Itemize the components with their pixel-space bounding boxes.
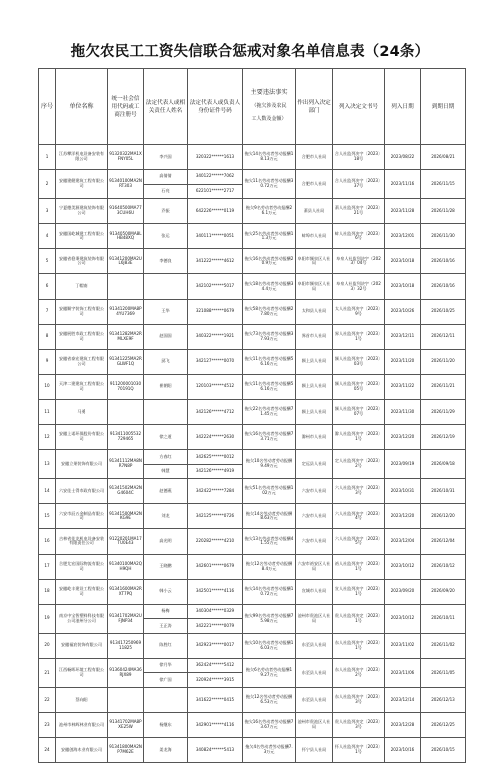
cell-list-date: 2023/09/19 (385, 450, 421, 479)
cell-authority: 东至县人社局 (296, 633, 333, 658)
cell-expire-date: 2026/11/05 (421, 658, 466, 687)
cell-legal-rep: 崔朝阳 (144, 374, 188, 399)
cell-expire-date: 2026/12/19 (421, 425, 466, 450)
cell-legal-rep (144, 274, 188, 299)
cell-doc-no: 滁人社监列决字〔2023〕1号 (333, 425, 385, 450)
cell-legal-rep: 韩慧 (144, 464, 188, 479)
cell-authority: 界首市人社局 (296, 324, 333, 349)
cell-id-no: 342102******5017 (188, 274, 243, 299)
cell-violation: 拖欠16名劳动者劳动报酬73.67万元 (243, 713, 296, 738)
cell-doc-no: 合人社监列决字〔2023〕18号 (333, 145, 385, 170)
cell-seq: 18 (39, 579, 56, 604)
cell-violation: 拖欠11名劳动者劳动报酬56.16万元 (243, 374, 296, 399)
cell-expire-date: 2026/10/15 (421, 738, 466, 763)
cell-legal-rep: 陈胜红 (144, 633, 188, 658)
cell-id-no: 340824******5413 (188, 738, 243, 763)
cell-doc-no: 太人社监列决字〔2023〕9号 (333, 299, 385, 324)
cell-list-date: 2023/10/18 (385, 274, 421, 299)
cell-unit: 安徽顺宇装饰工程有限公司 (56, 299, 108, 324)
cell-list-date: 2023/12/04 (385, 529, 421, 554)
cell-violation: 拖欠99名劳动者劳动报酬75.98万元 (243, 604, 296, 633)
cell-unit: 马勇 (56, 399, 108, 424)
table-body (39, 145, 466, 763)
blacklist-table (38, 68, 466, 763)
cell-legal-rep: 徐广国 (144, 673, 188, 688)
cell-unit: 江西畅晖环境工程有限公司 (56, 658, 108, 687)
cell-list-date: 2023/11/20 (385, 349, 421, 374)
cell-legal-rep: 杨梅 (144, 604, 188, 619)
table-row (39, 554, 466, 579)
cell-expire-date: 2026/11/20 (421, 349, 466, 374)
cell-unit: 安徽福宸装饰有限公司 (56, 633, 108, 658)
cell-list-date: 2023/11/06 (385, 658, 421, 687)
header-id-no: 法定代表人或负责人身份证件号码 (188, 69, 243, 145)
table-row (39, 170, 466, 185)
table-row (39, 687, 466, 712)
cell-legal-rep: 王晓鹏 (144, 554, 188, 579)
cell-credit: 91341282MA2RMLXE9F (108, 324, 144, 349)
cell-unit: 安徽展胜市政工程有限公司 (56, 324, 108, 349)
cell-seq: 5 (39, 249, 56, 274)
cell-list-date: 2023/11/16 (385, 170, 421, 199)
header-unit: 单位名称 (56, 69, 108, 145)
cell-authority: 宣城市人社局 (296, 579, 333, 604)
cell-list-date: 2023/10/31 (385, 479, 421, 504)
cell-id-no: 340322******1921 (188, 324, 243, 349)
cell-id-no: 342422******7284 (188, 479, 243, 504)
cell-expire-date: 2026/11/29 (421, 399, 466, 424)
cell-unit: 六安佳士得市政有限公司 (56, 479, 108, 504)
cell-credit (108, 399, 144, 424)
cell-unit: 安徽创海木业有限公司 (56, 738, 108, 763)
cell-seq: 13 (39, 450, 56, 479)
cell-unit: 丁帽南 (56, 274, 108, 299)
table-row (39, 324, 466, 349)
cell-doc-no: 颍人社监列决字〔2023〕05号 (333, 374, 385, 399)
table-row (39, 579, 466, 604)
cell-expire-date: 2026/08/21 (421, 145, 466, 170)
cell-expire-date: 2026/10/31 (421, 479, 466, 504)
cell-credit: 91320322MA1XFNY05L (108, 145, 144, 170)
cell-violation: 拖欠51名劳动者劳动报酬102万元 (243, 479, 296, 504)
cell-legal-rep: 张运 (144, 224, 188, 249)
cell-seq: 3 (39, 199, 56, 224)
cell-id-no: 342125******0726 (188, 504, 243, 529)
table-row (39, 425, 466, 450)
cell-legal-rep: 徐之道 (144, 425, 188, 450)
table-row (39, 299, 466, 324)
cell-doc-no: 定人社监列决字〔2023〕2号 (333, 450, 385, 479)
cell-legal-rep: 方春红 (144, 450, 188, 465)
cell-violation: 拖欠14名劳动者劳动报酬8.63万元 (243, 504, 296, 529)
cell-authority: 阜阳市颍泉区人社局 (296, 274, 333, 299)
cell-legal-rep: 李德良 (144, 249, 188, 274)
cell-unit: 宁夏德美源建筑装饰有限公司 (56, 199, 108, 224)
cell-list-date: 2023/11/02 (385, 633, 421, 658)
header-violation-sub1: （拖欠涉及农民 (251, 102, 287, 109)
cell-unit: 安徽上诺环保股份有限公司 (56, 425, 108, 450)
cell-doc-no: 阜泉人社监列决字（2023）32号 (333, 274, 385, 299)
cell-credit: 91360424MA36RJX89 (108, 658, 144, 687)
cell-list-date: 2023/12/11 (385, 324, 421, 349)
cell-doc-no: 东人社监列决字〔2023〕1号 (333, 633, 385, 658)
cell-violation: 拖欠25名劳动者劳动报酬11.3万元 (243, 224, 296, 249)
cell-id-no: 340304******0329 (188, 604, 243, 619)
cell-violation: 拖欠11名劳动者劳动报酬30.72万元 (243, 170, 296, 199)
cell-violation: 拖欠13名劳动者劳动报酬41.55万元 (243, 529, 296, 554)
cell-legal-rep: 刘龙 (144, 504, 188, 529)
cell-id-no: 342501******4116 (188, 579, 243, 604)
cell-credit: 91341800MA2NP7M62E (108, 738, 144, 763)
cell-seq: 2 (39, 170, 56, 199)
header-authority: 作出列入决定部门 (296, 69, 333, 145)
cell-doc-no: 颍人社监列决字〔2023〕03号 (333, 349, 385, 374)
cell-id-no: 120103******4512 (188, 374, 243, 399)
cell-id-no: 342221******0079 (188, 619, 243, 634)
cell-expire-date: 2026/09/18 (421, 450, 466, 479)
cell-legal-rep: 赵国国 (144, 324, 188, 349)
cell-legal-rep: 石亮 (144, 184, 188, 199)
table-row (39, 529, 466, 554)
cell-credit: 913411005532729465 (108, 425, 144, 450)
cell-seq: 6 (39, 274, 56, 299)
cell-authority: 太和县人社局 (296, 299, 333, 324)
table-row (39, 479, 466, 504)
cell-violation: 拖欠12名劳动者劳动报酬6.53万元 (243, 687, 296, 712)
cell-unit: 池州市林辉林业有限公司 (56, 713, 108, 738)
cell-id-no: 320924******3915 (188, 673, 243, 688)
cell-seq: 17 (39, 554, 56, 579)
cell-expire-date: 2026/10/16 (421, 274, 466, 299)
cell-credit: 91341225MA2RGLWF1Q (108, 349, 144, 374)
cell-expire-date: 2026/11/28 (421, 199, 466, 224)
cell-credit: 91340100MA2QH9QH (108, 554, 144, 579)
cell-unit: 安徽立果装饰有限公司 (56, 450, 108, 479)
cell-authority: 定远县人社局 (296, 450, 333, 479)
header-expire-date: 到期日期 (421, 69, 466, 145)
cell-credit: 91341725096911825 (108, 633, 144, 658)
cell-expire-date: 2026/12/25 (421, 713, 466, 738)
cell-seq: 20 (39, 633, 56, 658)
cell-doc-no: 阜泉人社监列决字（2023）04号 (333, 249, 385, 274)
cell-legal-rep: 李兴国 (144, 145, 188, 170)
cell-legal-rep: 徐月华 (144, 658, 188, 673)
cell-seq: 21 (39, 658, 56, 687)
cell-expire-date: 2026/12/20 (421, 504, 466, 529)
cell-unit: 六安市辰五金制品有限公司 (56, 504, 108, 529)
cell-violation: 拖欠18名劳动者劳动报酬34.4万元 (243, 274, 296, 299)
cell-list-date: 2023/12/20 (385, 504, 421, 529)
cell-id-no: 342224******2630 (188, 425, 243, 450)
cell-seq: 11 (39, 399, 56, 424)
cell-id-no: 220282******4210 (188, 529, 243, 554)
cell-credit: 91341112MA8NR7N8P (108, 450, 144, 479)
cell-unit: 蔡向阳 (56, 687, 108, 712)
cell-unit: 合肥尤宏国际物流有限公司 (56, 554, 108, 579)
table-row (39, 504, 466, 529)
cell-authority: 六安市人社局 (296, 504, 333, 529)
cell-seq: 4 (39, 224, 56, 249)
cell-seq: 19 (39, 604, 56, 633)
table-row (39, 249, 466, 274)
cell-violation: 拖欠10名劳动者劳动报酬9.49万元 (243, 450, 296, 479)
cell-doc-no: 萧人社监列决字〔2023〕21号 (333, 199, 385, 224)
table-row (39, 199, 466, 224)
cell-expire-date: 2026/10/11 (421, 604, 466, 633)
cell-doc-no: 怀人社监列决字〔2023〕1号 (333, 738, 385, 763)
cell-legal-rep (144, 399, 188, 424)
cell-list-date: 2023/10/16 (385, 738, 421, 763)
cell-credit: 91341600MA2RXT7PQ (108, 579, 144, 604)
cell-id-no: 342901******4116 (188, 713, 243, 738)
cell-list-date: 2023/12/14 (385, 687, 421, 712)
cell-id-no: 362424******5412 (188, 658, 243, 673)
table-row (39, 349, 466, 374)
cell-doc-no: 东人社监列决字〔2023〕3号 (333, 687, 385, 712)
cell-unit: 吉林省佳龙机电设备安装有限责任公司 (56, 529, 108, 554)
cell-violation: 拖欠10名劳动者劳动报酬16.03万元 (243, 633, 296, 658)
cell-legal-rep: 韩小云 (144, 579, 188, 604)
cell-doc-no: 贵人社监列决定〔2023〕3号 (333, 713, 385, 738)
cell-legal-rep (144, 687, 188, 712)
cell-violation: 拖欠73名劳动者劳动报酬37.93万元 (243, 324, 296, 349)
cell-authority: 阜阳市颍泉区人社局 (296, 249, 333, 274)
cell-doc-no: 蚌人社监列决字〔2023〕6号 (333, 224, 385, 249)
cell-unit: 安徽屹丰建设工程有限公司 (56, 579, 108, 604)
cell-list-date: 2023/11/28 (385, 199, 421, 224)
cell-authority: 东至县人社局 (296, 687, 333, 712)
cell-expire-date: 2026/11/21 (421, 374, 466, 399)
cell-seq: 9 (39, 349, 56, 374)
cell-expire-date: 2026/12/04 (421, 529, 466, 554)
cell-legal-rep: 乔振 (144, 199, 188, 224)
cell-seq: 16 (39, 529, 56, 554)
cell-id-no: 320322******1613 (188, 145, 243, 170)
cell-id-no: 340122******7062 (188, 170, 243, 185)
cell-id-no: 321088******0679 (188, 299, 243, 324)
cell-seq: 7 (39, 299, 56, 324)
cell-credit: 91341200MA8P4YU7369 (108, 299, 144, 324)
cell-seq: 12 (39, 425, 56, 450)
cell-credit: 91220201MA17TU0E43 (108, 529, 144, 554)
table-row (39, 274, 466, 299)
cell-credit: 91120000103070191Q (108, 374, 144, 399)
cell-doc-no: 六人社监列决字〔2023〕3号 (333, 479, 385, 504)
cell-doc-no: 界人社监列决字〔2023〕1号 (333, 324, 385, 349)
cell-list-date: 2023/12/01 (385, 224, 421, 249)
cell-seq: 8 (39, 324, 56, 349)
cell-unit: 天津二建建筑工程有限公司 (56, 374, 108, 399)
cell-id-no: 642226******0119 (188, 199, 243, 224)
cell-doc-no: 六人社监列决字〔2023〕5号 (333, 529, 385, 554)
table-row (39, 374, 466, 399)
cell-authority: 合肥市人社局 (296, 170, 333, 199)
cell-credit: 91640500MA773CUH6U (108, 199, 144, 224)
header-list-date: 列入日期 (385, 69, 421, 145)
cell-seq: 22 (39, 687, 56, 712)
cell-violation: 拖欠22名劳动者劳动报酬71.45万元 (243, 399, 296, 424)
cell-doc-no: 宣人社监列决字〔2023〕1号 (333, 579, 385, 604)
table-row (39, 604, 466, 619)
cell-legal-rep: 邱飞 (144, 349, 188, 374)
cell-expire-date: 2026/10/25 (421, 299, 466, 324)
cell-authority: 六安市人社局 (296, 529, 333, 554)
table-row (39, 399, 466, 424)
cell-doc-no: 东人社监列决字〔2023〕2号 (333, 658, 385, 687)
cell-violation: 拖欠9名劳动者劳动报酬26.1万元 (243, 199, 296, 224)
cell-id-no: 622101******2717 (188, 184, 243, 199)
cell-credit: 91340100MA2NRT303 (108, 170, 144, 199)
cell-authority: 颍上县人社局 (296, 349, 333, 374)
cell-id-no: 340111******0051 (188, 224, 243, 249)
cell-id-no: 342126******4919 (188, 464, 243, 479)
cell-authority: 萧县人社局 (296, 199, 333, 224)
cell-unit: 安徽省稳秉建筑装饰有限公司 (56, 249, 108, 274)
table-row (39, 633, 466, 658)
cell-authority: 东至县人社局 (296, 658, 333, 687)
table-row (39, 713, 466, 738)
cell-authority: 合肥市人社局 (296, 145, 333, 170)
cell-list-date: 2023/10/12 (385, 604, 421, 633)
cell-id-no: 342126******4712 (188, 399, 243, 424)
cell-authority: 滁州市人社局 (296, 425, 333, 450)
cell-violation: 拖欠12名劳动者劳动报酬8.4万元 (243, 554, 296, 579)
cell-list-date: 2023/12/28 (385, 713, 421, 738)
document-title: 拖欠农民工工资失信联合惩戒对象名单信息表（24条） (70, 44, 430, 60)
cell-expire-date: 2026/09/20 (421, 579, 466, 604)
cell-list-date: 2023/10/18 (385, 249, 421, 274)
cell-credit: 91340500MA8LHB48XQ (108, 224, 144, 249)
cell-id-no: 341222******4612 (188, 249, 243, 274)
cell-credit: 91341500MA2NKG9E (108, 504, 144, 529)
cell-seq: 15 (39, 504, 56, 529)
cell-credit (108, 274, 144, 299)
cell-credit: 91341702MA2UFJNP34 (108, 604, 144, 633)
cell-list-date: 2023/10/12 (385, 554, 421, 579)
cell-expire-date: 2026/11/15 (421, 170, 466, 199)
cell-violation: 拖欠58名劳动者劳动报酬27.80万元 (243, 299, 296, 324)
cell-unit: 江苏攀洋机电设备安装有限公司 (56, 145, 108, 170)
cell-seq: 24 (39, 738, 56, 763)
cell-id-no: 341622******0415 (188, 687, 243, 712)
cell-credit: 91341702MA8PXE25W (108, 713, 144, 738)
cell-legal-rep: 杨继东 (144, 713, 188, 738)
cell-authority: 蚌埠市人社局 (296, 224, 333, 249)
cell-unit: 南京中宝智塑料科技有限公司池州分公司 (56, 604, 108, 633)
cell-legal-rep: 赵德燕 (144, 479, 188, 504)
cell-doc-no: 裕人社监列决字〔2023〕1号 (333, 554, 385, 579)
cell-seq: 14 (39, 479, 56, 504)
cell-id-no: 342625******0012 (188, 450, 243, 465)
cell-credit (108, 687, 144, 712)
cell-unit: 安徽建健建筑工程有限公司 (56, 170, 108, 199)
header-violation (243, 69, 296, 145)
header-legal-rep: 法定代表人或相关责任人姓名 (144, 69, 188, 145)
cell-violation: 拖欠11名劳动者劳动报酬56.16万元 (243, 349, 296, 374)
cell-expire-date: 2026/12/13 (421, 687, 466, 712)
cell-seq: 1 (39, 145, 56, 170)
cell-id-no: 342923******0017 (188, 633, 243, 658)
cell-legal-rep: 高倩倩 (144, 170, 188, 185)
cell-id-no: 342127******0070 (188, 349, 243, 374)
cell-legal-rep: 王正涛 (144, 619, 188, 634)
cell-violation: 拖欠6名劳动者劳动报酬19.27万元 (243, 658, 296, 687)
cell-expire-date: 2026/10/12 (421, 554, 466, 579)
header-seq: 序号 (39, 69, 56, 145)
cell-doc-no: 贵人社监列决定〔2023〕1号 (333, 604, 385, 633)
cell-list-date: 2023/10/26 (385, 299, 421, 324)
cell-credit: 91341502MA2NG4604C (108, 479, 144, 504)
cell-expire-date: 2026/11/30 (421, 224, 466, 249)
header-doc-no: 列入决定文书号 (333, 69, 385, 145)
cell-violation: 拖欠14名劳动者劳动报酬10.72万元 (243, 579, 296, 604)
cell-authority: 六安市人社局 (296, 479, 333, 504)
table-row (39, 738, 466, 763)
cell-authority: 池州市贵池区人社局 (296, 713, 333, 738)
cell-violation: 拖欠16名劳动者劳动报酬20.9万元 (243, 249, 296, 274)
cell-violation: 拖欠14名劳动者劳动报酬18.13万元 (243, 145, 296, 170)
cell-authority: 颍上县人社局 (296, 399, 333, 424)
cell-legal-rep: 姜龙海 (144, 738, 188, 763)
table-header-row (39, 69, 466, 145)
cell-authority: 怀宁县人社局 (296, 738, 333, 763)
header-violation-main: 主要违法事实 (250, 89, 288, 97)
cell-unit: 安徽国屹城建工程有限公司 (56, 224, 108, 249)
cell-id-no: 342601******0679 (188, 554, 243, 579)
table-row (39, 145, 466, 170)
cell-list-date: 2023/12/20 (385, 425, 421, 450)
cell-expire-date: 2026/10/16 (421, 249, 466, 274)
cell-seq: 10 (39, 374, 56, 399)
cell-list-date: 2023/08/22 (385, 145, 421, 170)
cell-legal-rep: 高光明 (144, 529, 188, 554)
cell-authority: 颍上县人社局 (296, 374, 333, 399)
header-violation-sub2: 工人数及金额） (251, 116, 287, 123)
cell-expire-date: 2026/11/02 (421, 633, 466, 658)
header-credit: 统一社会信用代码或工商注册号 (108, 69, 144, 145)
cell-unit: 安徽省泰宏建筑工程有限公司 (56, 349, 108, 374)
table-row (39, 658, 466, 673)
cell-list-date: 2023/11/22 (385, 374, 421, 399)
cell-list-date: 2023/11/30 (385, 399, 421, 424)
cell-violation: 拖欠16名劳动者劳动报酬73.71万元 (243, 425, 296, 450)
cell-authority: 六安市裕安区人社局 (296, 554, 333, 579)
cell-legal-rep: 王华 (144, 299, 188, 324)
cell-list-date: 2023/09/20 (385, 579, 421, 604)
cell-credit: 91341200MA2UL6J83E (108, 249, 144, 274)
cell-doc-no: 六人社监列决字〔2023〕4号 (333, 504, 385, 529)
cell-expire-date: 2026/12/11 (421, 324, 466, 349)
cell-violation: 拖欠4名劳动者劳动报酬7.3万元 (243, 738, 296, 763)
table-row (39, 450, 466, 465)
cell-seq: 23 (39, 713, 56, 738)
table-row (39, 224, 466, 249)
cell-doc-no: 合人社监列决字〔2023〕37号 (333, 170, 385, 199)
cell-authority: 池州市贵池区人社局 (296, 604, 333, 633)
cell-doc-no: 颍人社监列决字〔2023〕07号 (333, 399, 385, 424)
